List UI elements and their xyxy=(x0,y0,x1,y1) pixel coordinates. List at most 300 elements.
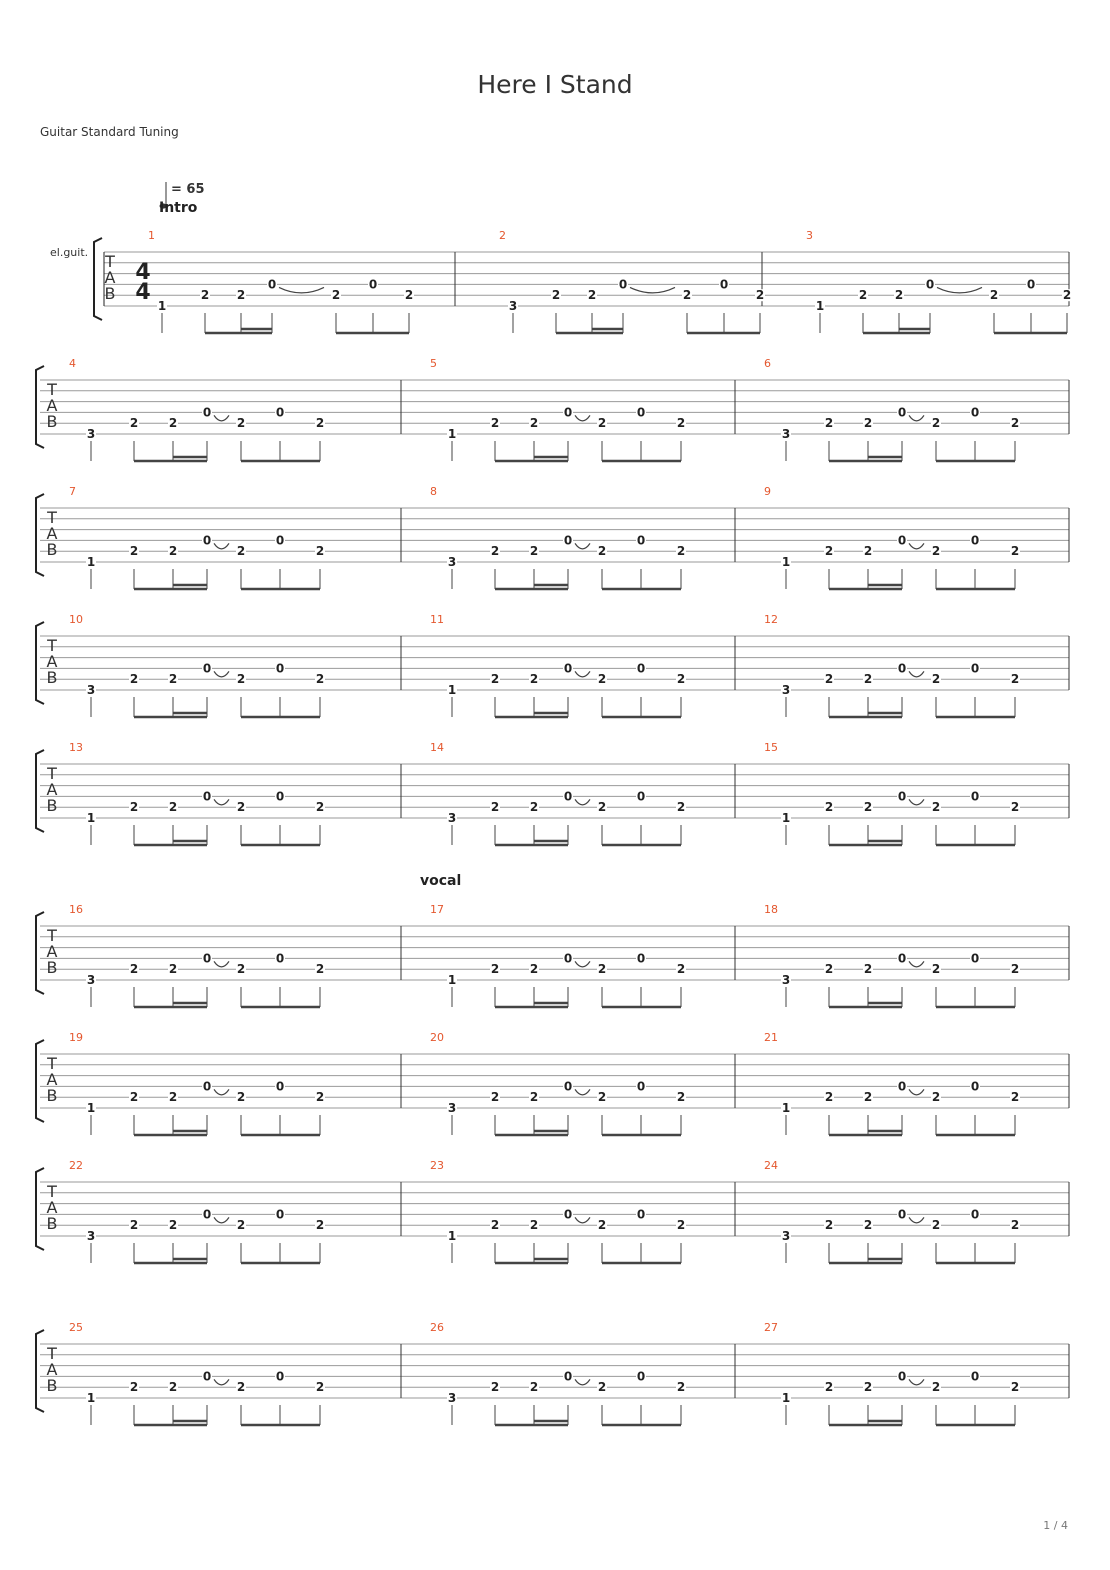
tab-measure xyxy=(764,1031,1020,1135)
tab-measure xyxy=(764,741,1020,845)
measure-number: 7 xyxy=(69,485,76,498)
fret-number: 0 xyxy=(897,1207,907,1222)
tab-measure xyxy=(764,613,1020,717)
fret-number: 1 xyxy=(157,299,167,313)
measure-number: 17 xyxy=(430,903,444,916)
fret-number: 1 xyxy=(447,683,457,697)
tie xyxy=(214,1089,229,1095)
fret-number: 0 xyxy=(275,1207,285,1222)
measure-number: 23 xyxy=(430,1159,444,1172)
fret-number: 2 xyxy=(1010,962,1020,977)
fret-number: 0 xyxy=(563,533,573,548)
fret-number: 1 xyxy=(781,1391,791,1405)
tab-letter: A xyxy=(46,396,58,415)
fret-number: 2 xyxy=(931,1218,941,1233)
fret-number: 1 xyxy=(86,1101,96,1115)
fret-number: 1 xyxy=(447,1229,457,1243)
fret-number: 2 xyxy=(129,672,139,687)
fret-number: 2 xyxy=(755,288,765,303)
fret-number: 2 xyxy=(597,544,607,559)
system-bracket xyxy=(94,238,102,320)
tie xyxy=(575,1217,590,1223)
fret-number: 2 xyxy=(1010,1380,1020,1395)
fret-number: 2 xyxy=(168,672,178,687)
measure-number: 18 xyxy=(764,903,778,916)
fret-number: 0 xyxy=(897,1079,907,1094)
tab-measure xyxy=(430,741,686,845)
measure-number: 2 xyxy=(499,229,506,242)
tab-measure xyxy=(69,741,325,845)
fret-number: 2 xyxy=(597,672,607,687)
fret-number: 2 xyxy=(863,416,873,431)
fret-number: 2 xyxy=(529,544,539,559)
measure-number: 10 xyxy=(69,613,83,626)
fret-number: 0 xyxy=(563,405,573,420)
fret-number: 2 xyxy=(587,288,597,303)
fret-number: 0 xyxy=(719,277,729,292)
fret-number: 2 xyxy=(168,1218,178,1233)
tie xyxy=(575,1089,590,1095)
fret-number: 0 xyxy=(897,533,907,548)
fret-number: 2 xyxy=(168,416,178,431)
fret-number: 0 xyxy=(636,789,646,804)
fret-number: 1 xyxy=(781,555,791,569)
tab-letter: A xyxy=(104,268,116,287)
system-bracket xyxy=(36,1330,44,1412)
fret-number: 0 xyxy=(970,533,980,548)
fret-number: 2 xyxy=(1010,800,1020,815)
tab-measure xyxy=(69,1321,325,1425)
fret-number: 2 xyxy=(676,416,686,431)
measure-number: 9 xyxy=(764,485,771,498)
tie xyxy=(909,1217,924,1223)
tab-system xyxy=(36,873,1069,1007)
fret-number: 2 xyxy=(676,962,686,977)
tab-measure xyxy=(430,485,686,589)
fret-number: 2 xyxy=(315,800,325,815)
tab-letter: B xyxy=(46,1376,58,1395)
fret-number: 0 xyxy=(636,661,646,676)
fret-number: 0 xyxy=(275,951,285,966)
fret-number: 0 xyxy=(897,661,907,676)
system-bracket xyxy=(36,1040,44,1122)
tab-system xyxy=(36,1321,1069,1425)
tab-letter: A xyxy=(46,942,58,961)
tie xyxy=(214,671,229,677)
tab-measure xyxy=(764,903,1020,1007)
tie xyxy=(909,961,924,967)
fret-number: 2 xyxy=(676,544,686,559)
fret-number: 0 xyxy=(563,1369,573,1384)
fret-number: 2 xyxy=(529,416,539,431)
instrument-label: el.guit. xyxy=(50,246,89,259)
tab-measure xyxy=(764,485,1020,589)
tab-measure xyxy=(69,357,325,461)
tab-letter: T xyxy=(47,1344,57,1363)
tie xyxy=(214,415,229,421)
measure-number: 16 xyxy=(69,903,83,916)
fret-number: 2 xyxy=(597,1218,607,1233)
fret-number: 2 xyxy=(168,544,178,559)
fret-number: 2 xyxy=(676,1218,686,1233)
fret-number: 3 xyxy=(781,973,791,987)
fret-number: 0 xyxy=(563,789,573,804)
fret-number: 2 xyxy=(863,672,873,687)
tab-letter: B xyxy=(46,412,58,431)
fret-number: 0 xyxy=(202,1369,212,1384)
fret-number: 2 xyxy=(129,800,139,815)
fret-number: 2 xyxy=(676,672,686,687)
measure-number: 19 xyxy=(69,1031,83,1044)
tab-letter: A xyxy=(46,1198,58,1217)
fret-number: 1 xyxy=(447,427,457,441)
tab-measure xyxy=(430,1321,686,1425)
fret-number: 0 xyxy=(275,1369,285,1384)
fret-number: 3 xyxy=(86,427,96,441)
fret-number: 2 xyxy=(168,800,178,815)
fret-number: 3 xyxy=(86,973,96,987)
tab-measure xyxy=(764,357,1020,461)
tie xyxy=(214,543,229,549)
fret-number: 2 xyxy=(236,962,246,977)
fret-number: 2 xyxy=(236,288,246,303)
fret-number: 2 xyxy=(858,288,868,303)
fret-number: 2 xyxy=(129,1380,139,1395)
fret-number: 2 xyxy=(236,672,246,687)
fret-number: 0 xyxy=(563,1207,573,1222)
tuning-label: Guitar Standard Tuning xyxy=(40,125,179,139)
fret-number: 3 xyxy=(447,1391,457,1405)
tab-measure xyxy=(764,1321,1020,1425)
fret-number: 0 xyxy=(202,1207,212,1222)
fret-number: 2 xyxy=(529,1380,539,1395)
measure-number: 6 xyxy=(764,357,771,370)
fret-number: 3 xyxy=(508,299,518,313)
tie xyxy=(214,1379,229,1385)
tab-measure xyxy=(499,229,765,333)
fret-number: 2 xyxy=(315,672,325,687)
section-marker: Intro xyxy=(159,200,198,216)
tie xyxy=(909,415,924,421)
fret-number: 2 xyxy=(863,544,873,559)
system-bracket xyxy=(36,750,44,832)
section-marker: vocal xyxy=(420,873,462,889)
fret-number: 2 xyxy=(529,962,539,977)
measure-number: 8 xyxy=(430,485,437,498)
fret-number: 0 xyxy=(970,951,980,966)
tab-measure xyxy=(806,229,1072,333)
tab-letter: B xyxy=(46,540,58,559)
fret-number: 2 xyxy=(236,1090,246,1105)
fret-number: 0 xyxy=(970,789,980,804)
measure-number: 1 xyxy=(148,229,155,242)
fret-number: 2 xyxy=(490,544,500,559)
fret-number: 0 xyxy=(636,951,646,966)
measure-number: 11 xyxy=(430,613,444,626)
tie xyxy=(214,961,229,967)
system-bracket xyxy=(36,1168,44,1250)
tab-measure xyxy=(430,1159,686,1263)
tempo-label: = 65 xyxy=(171,182,205,197)
fret-number: 2 xyxy=(1010,416,1020,431)
tab-measure xyxy=(69,1159,325,1263)
tab-system xyxy=(36,357,1069,461)
time-signature-bottom: 4 xyxy=(135,280,151,305)
fret-number: 2 xyxy=(490,672,500,687)
fret-number: 2 xyxy=(129,416,139,431)
fret-number: 2 xyxy=(863,1380,873,1395)
measure-number: 14 xyxy=(430,741,444,754)
fret-number: 2 xyxy=(529,1090,539,1105)
fret-number: 0 xyxy=(970,661,980,676)
tab-letter: T xyxy=(47,380,57,399)
tab-system xyxy=(36,1159,1069,1263)
measure-number: 24 xyxy=(764,1159,778,1172)
measure-number: 22 xyxy=(69,1159,83,1172)
fret-number: 2 xyxy=(1010,672,1020,687)
fret-number: 2 xyxy=(824,1218,834,1233)
fret-number: 0 xyxy=(368,277,378,292)
fret-number: 2 xyxy=(168,1380,178,1395)
fret-number: 0 xyxy=(563,1079,573,1094)
fret-number: 2 xyxy=(931,672,941,687)
fret-number: 0 xyxy=(970,405,980,420)
fret-number: 3 xyxy=(86,1229,96,1243)
system-bracket xyxy=(36,366,44,448)
measure-number: 26 xyxy=(430,1321,444,1334)
tab-measure xyxy=(430,1031,686,1135)
fret-number: 2 xyxy=(129,1218,139,1233)
tab-letter: B xyxy=(46,1086,58,1105)
fret-number: 2 xyxy=(931,1380,941,1395)
fret-number: 1 xyxy=(781,1101,791,1115)
fret-number: 2 xyxy=(1010,1218,1020,1233)
fret-number: 0 xyxy=(563,661,573,676)
fret-number: 2 xyxy=(597,1090,607,1105)
fret-number: 2 xyxy=(315,416,325,431)
tie xyxy=(214,1217,229,1223)
tab-letter: A xyxy=(46,524,58,543)
fret-number: 0 xyxy=(275,405,285,420)
tab-system xyxy=(36,485,1069,589)
fret-number: 2 xyxy=(824,416,834,431)
fret-number: 2 xyxy=(1010,1090,1020,1105)
tab-system xyxy=(36,1031,1069,1135)
measure-number: 4 xyxy=(69,357,76,370)
fret-number: 2 xyxy=(931,800,941,815)
tie xyxy=(630,287,675,293)
tie xyxy=(214,799,229,805)
fret-number: 2 xyxy=(315,1218,325,1233)
fret-number: 2 xyxy=(315,1090,325,1105)
fret-number: 2 xyxy=(490,1218,500,1233)
tab-letter: T xyxy=(47,1054,57,1073)
fret-number: 3 xyxy=(781,427,791,441)
measure-number: 20 xyxy=(430,1031,444,1044)
fret-number: 2 xyxy=(824,672,834,687)
tab-measure xyxy=(764,1159,1020,1263)
fret-number: 2 xyxy=(931,962,941,977)
fret-number: 2 xyxy=(236,1380,246,1395)
fret-number: 0 xyxy=(1026,277,1036,292)
fret-number: 0 xyxy=(970,1369,980,1384)
fret-number: 2 xyxy=(1062,288,1072,303)
tie xyxy=(909,671,924,677)
tab-measure xyxy=(420,873,686,1007)
fret-number: 2 xyxy=(597,962,607,977)
fret-number: 2 xyxy=(490,1380,500,1395)
fret-number: 3 xyxy=(86,683,96,697)
fret-number: 2 xyxy=(676,1380,686,1395)
tab-letter: B xyxy=(46,958,58,977)
fret-number: 2 xyxy=(824,800,834,815)
fret-number: 0 xyxy=(897,789,907,804)
fret-number: 2 xyxy=(129,1090,139,1105)
tie xyxy=(909,1379,924,1385)
tab-system xyxy=(94,200,1072,333)
tab-measure xyxy=(69,485,325,589)
fret-number: 2 xyxy=(168,1090,178,1105)
tab-letter: T xyxy=(47,1182,57,1201)
tie xyxy=(909,1089,924,1095)
fret-number: 3 xyxy=(781,683,791,697)
fret-number: 0 xyxy=(202,533,212,548)
tab-measure xyxy=(148,200,414,333)
fret-number: 0 xyxy=(202,789,212,804)
fret-number: 2 xyxy=(168,962,178,977)
fret-number: 2 xyxy=(129,962,139,977)
page-title: Here I Stand xyxy=(477,70,633,99)
tie xyxy=(909,543,924,549)
fret-number: 2 xyxy=(315,544,325,559)
measure-number: 12 xyxy=(764,613,778,626)
fret-number: 2 xyxy=(894,288,904,303)
fret-number: 2 xyxy=(863,800,873,815)
fret-number: 0 xyxy=(275,789,285,804)
fret-number: 0 xyxy=(202,405,212,420)
tab-measure xyxy=(69,613,325,717)
fret-number: 2 xyxy=(490,416,500,431)
tab-letter: T xyxy=(47,926,57,945)
tab-measure xyxy=(430,613,686,717)
fret-number: 2 xyxy=(315,962,325,977)
fret-number: 2 xyxy=(529,1218,539,1233)
fret-number: 2 xyxy=(676,1090,686,1105)
fret-number: 2 xyxy=(129,544,139,559)
fret-number: 0 xyxy=(563,951,573,966)
measure-number: 15 xyxy=(764,741,778,754)
fret-number: 2 xyxy=(597,800,607,815)
tab-letter: T xyxy=(105,252,115,271)
tie xyxy=(575,671,590,677)
page-number: 1 / 4 xyxy=(1043,1519,1068,1532)
tab-letter: A xyxy=(46,652,58,671)
fret-number: 2 xyxy=(529,800,539,815)
measure-number: 3 xyxy=(806,229,813,242)
tie xyxy=(909,799,924,805)
fret-number: 2 xyxy=(824,544,834,559)
measure-number: 13 xyxy=(69,741,83,754)
fret-number: 2 xyxy=(863,1090,873,1105)
fret-number: 2 xyxy=(824,1380,834,1395)
tab-systems xyxy=(36,200,1072,1425)
fret-number: 2 xyxy=(931,1090,941,1105)
system-bracket xyxy=(36,494,44,576)
fret-number: 1 xyxy=(86,555,96,569)
fret-number: 0 xyxy=(202,1079,212,1094)
fret-number: 3 xyxy=(447,1101,457,1115)
system-bracket xyxy=(36,622,44,704)
measure-number: 27 xyxy=(764,1321,778,1334)
tie xyxy=(279,287,324,293)
fret-number: 0 xyxy=(267,277,277,292)
fret-number: 0 xyxy=(636,1207,646,1222)
tab-letter: T xyxy=(47,636,57,655)
fret-number: 3 xyxy=(447,555,457,569)
tie xyxy=(575,543,590,549)
system-bracket xyxy=(36,912,44,994)
fret-number: 0 xyxy=(636,1079,646,1094)
fret-number: 0 xyxy=(970,1207,980,1222)
fret-number: 3 xyxy=(447,811,457,825)
fret-number: 2 xyxy=(931,416,941,431)
fret-number: 2 xyxy=(824,1090,834,1105)
time-signature-top: 4 xyxy=(135,260,151,285)
tab-measure xyxy=(69,1031,325,1135)
fret-number: 1 xyxy=(86,1391,96,1405)
fret-number: 1 xyxy=(815,299,825,313)
fret-number: 2 xyxy=(931,544,941,559)
fret-number: 2 xyxy=(597,416,607,431)
fret-number: 0 xyxy=(897,951,907,966)
fret-number: 0 xyxy=(202,661,212,676)
fret-number: 3 xyxy=(781,1229,791,1243)
fret-number: 2 xyxy=(490,962,500,977)
tab-letter: A xyxy=(46,1360,58,1379)
fret-number: 1 xyxy=(447,973,457,987)
fret-number: 2 xyxy=(236,800,246,815)
fret-number: 2 xyxy=(490,1090,500,1105)
fret-number: 2 xyxy=(863,962,873,977)
fret-number: 0 xyxy=(897,405,907,420)
tab-letter: T xyxy=(47,764,57,783)
tab-letter: B xyxy=(46,1214,58,1233)
fret-number: 2 xyxy=(1010,544,1020,559)
tie xyxy=(575,961,590,967)
tab-letter: B xyxy=(46,668,58,687)
fret-number: 2 xyxy=(597,1380,607,1395)
fret-number: 2 xyxy=(315,1380,325,1395)
fret-number: 0 xyxy=(275,533,285,548)
fret-number: 0 xyxy=(275,1079,285,1094)
fret-number: 2 xyxy=(989,288,999,303)
fret-number: 0 xyxy=(970,1079,980,1094)
fret-number: 2 xyxy=(404,288,414,303)
fret-number: 2 xyxy=(863,1218,873,1233)
fret-number: 2 xyxy=(490,800,500,815)
fret-number: 2 xyxy=(551,288,561,303)
tab-system xyxy=(36,741,1069,845)
fret-number: 0 xyxy=(202,951,212,966)
fret-number: 0 xyxy=(618,277,628,292)
fret-number: 2 xyxy=(529,672,539,687)
fret-number: 0 xyxy=(636,1369,646,1384)
fret-number: 0 xyxy=(925,277,935,292)
fret-number: 0 xyxy=(636,533,646,548)
tab-letter: A xyxy=(46,780,58,799)
score-header xyxy=(50,182,205,259)
tie xyxy=(937,287,982,293)
